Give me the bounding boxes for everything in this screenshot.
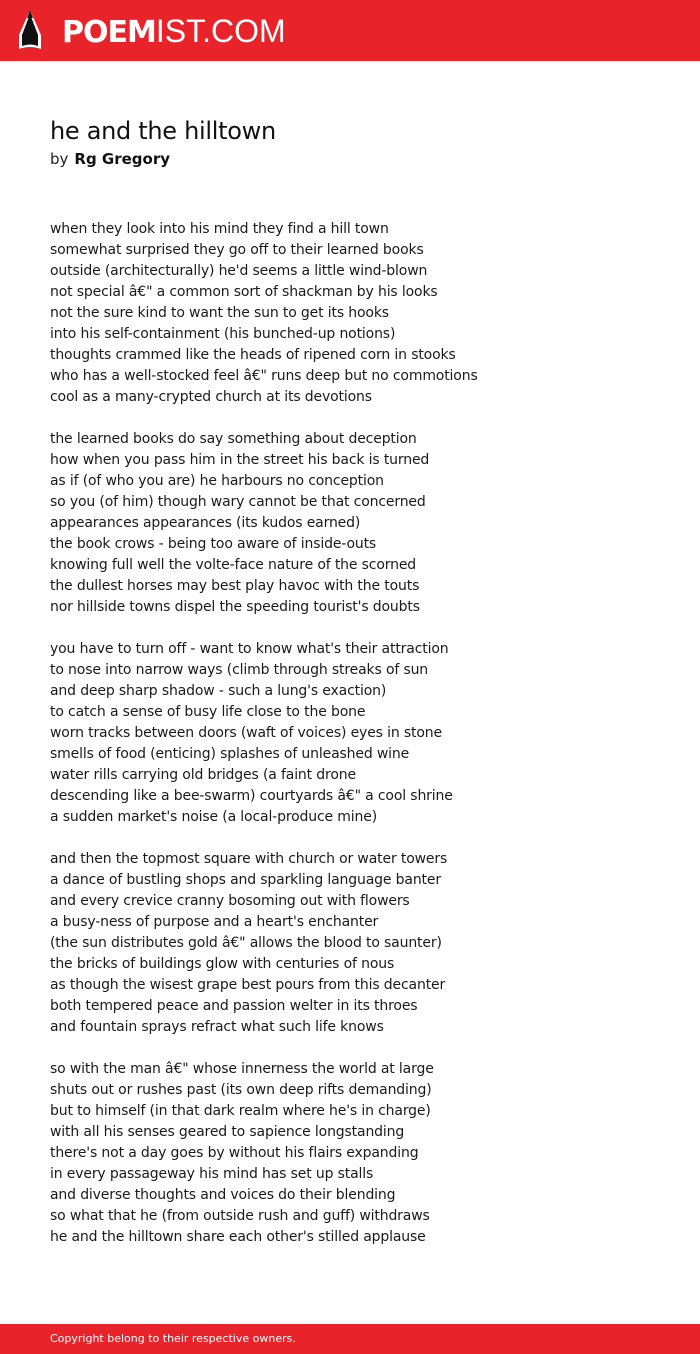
poem-line: nor hillside towns dispel the speeding tourist's doubts [50,599,420,615]
poem-line: so what that he (from outside rush and guff) withdraws [50,1208,430,1224]
author-link[interactable]: Rg Gregory [74,150,171,168]
site-logo[interactable] [62,12,286,50]
poem-line: the book crows - being too aware of inside-outs [50,536,377,552]
poem-line: a busy-ness of purpose and a heart's enchanter [50,914,379,930]
poem-line: a sudden market's noise (a local-produce mine) [50,809,378,825]
poem-body [50,219,670,1269]
poem-line: appearances appearances (its kudos earned) [50,515,361,531]
logo-light-text: IST.COM [155,13,286,49]
stanza [50,639,670,828]
site-footer [0,1324,700,1354]
poem-line: so you (of him) though wary cannot be that concerned [50,494,426,510]
stanza [50,429,670,618]
poem-line: descending like a bee-swarm) courtyards â€" a cool shrine [50,788,453,804]
poem-line: (the sun distributes gold â€" allows the blood to saunter) [50,935,442,951]
poem-line: and deep sharp shadow - such a lung's exaction) [50,683,387,699]
poem-line: a dance of bustling shops and sparkling language banter [50,872,441,888]
poem-line: but to himself (in that dark realm where he's in charge) [50,1103,431,1119]
poem-line: shuts out or rushes past (its own deep rifts demanding) [50,1082,432,1098]
poem-line: thoughts crammed like the heads of ripened corn in stooks [50,347,456,363]
poem-line: knowing full well the volte-face nature of the scorned [50,557,417,573]
poem-line: there's not a day goes by without his flairs expanding [50,1145,419,1161]
poem-line: the bricks of buildings glow with centuries of nous [50,956,395,972]
poem-line: the learned books do say something about deception [50,431,417,447]
by-label: by [50,150,69,168]
logo-strong-text: POEM [62,15,156,50]
stanza [50,849,670,1038]
poem-line: so with the man â€" whose innerness the world at large [50,1061,434,1077]
poem-line: you have to turn off - want to know what's their attraction [50,641,449,657]
poem-line: the dullest horses may best play havoc with the touts [50,578,420,594]
poem-line: outside (architecturally) he'd seems a little wind-blown [50,263,428,279]
poem-line: to nose into narrow ways (climb through streaks of sun [50,662,429,678]
poem-line: not special â€" a common sort of shackman by his looks [50,284,438,300]
poem-line: worn tracks between doors (waft of voices) eyes in stone [50,725,442,741]
stanza [50,1059,670,1248]
poem-line: when they look into his mind they find a hill town [50,221,389,237]
poem-line: who has a well-stocked feel â€" runs deep but no commotions [50,368,478,384]
stanza [50,219,670,408]
poem-line: both tempered peace and passion welter in its throes [50,998,418,1014]
poem-line: into his self-containment (his bunched-up notions) [50,326,396,342]
site-header [0,0,700,61]
poem-line: how when you pass him in the street his back is turned [50,452,430,468]
poem-line: somewhat surprised they go off to their learned books [50,242,424,258]
copyright-text: Copyright belong to their respective owners. [50,1332,296,1345]
pencil-tip-icon[interactable] [17,9,43,51]
poem-line: he and the hilltown share each other's stilled applause [50,1229,426,1245]
poem-line: as if (of who you are) he harbours no conception [50,473,384,489]
poem-line: to catch a sense of busy life close to the bone [50,704,366,720]
poem-line: smells of food (enticing) splashes of unleashed wine [50,746,410,762]
poem-line: water rills carrying old bridges (a faint drone [50,767,356,783]
poem-line: and fountain sprays refract what such life knows [50,1019,384,1035]
poem-line: cool as a many-crypted church at its devotions [50,389,372,405]
poem-line: not the sure kind to want the sun to get its hooks [50,305,389,321]
poem-line: and diverse thoughts and voices do their blending [50,1187,396,1203]
poem-line: with all his senses geared to sapience longstanding [50,1124,405,1140]
poem-line: and then the topmost square with church or water towers [50,851,448,867]
poem-line: as though the wisest grape best pours from this decanter [50,977,446,993]
byline [50,148,170,170]
poem-line: in every passageway his mind has set up stalls [50,1166,374,1182]
poem-title: he and the hilltown [50,117,276,145]
poem-line: and every crevice cranny bosoming out with flowers [50,893,410,909]
